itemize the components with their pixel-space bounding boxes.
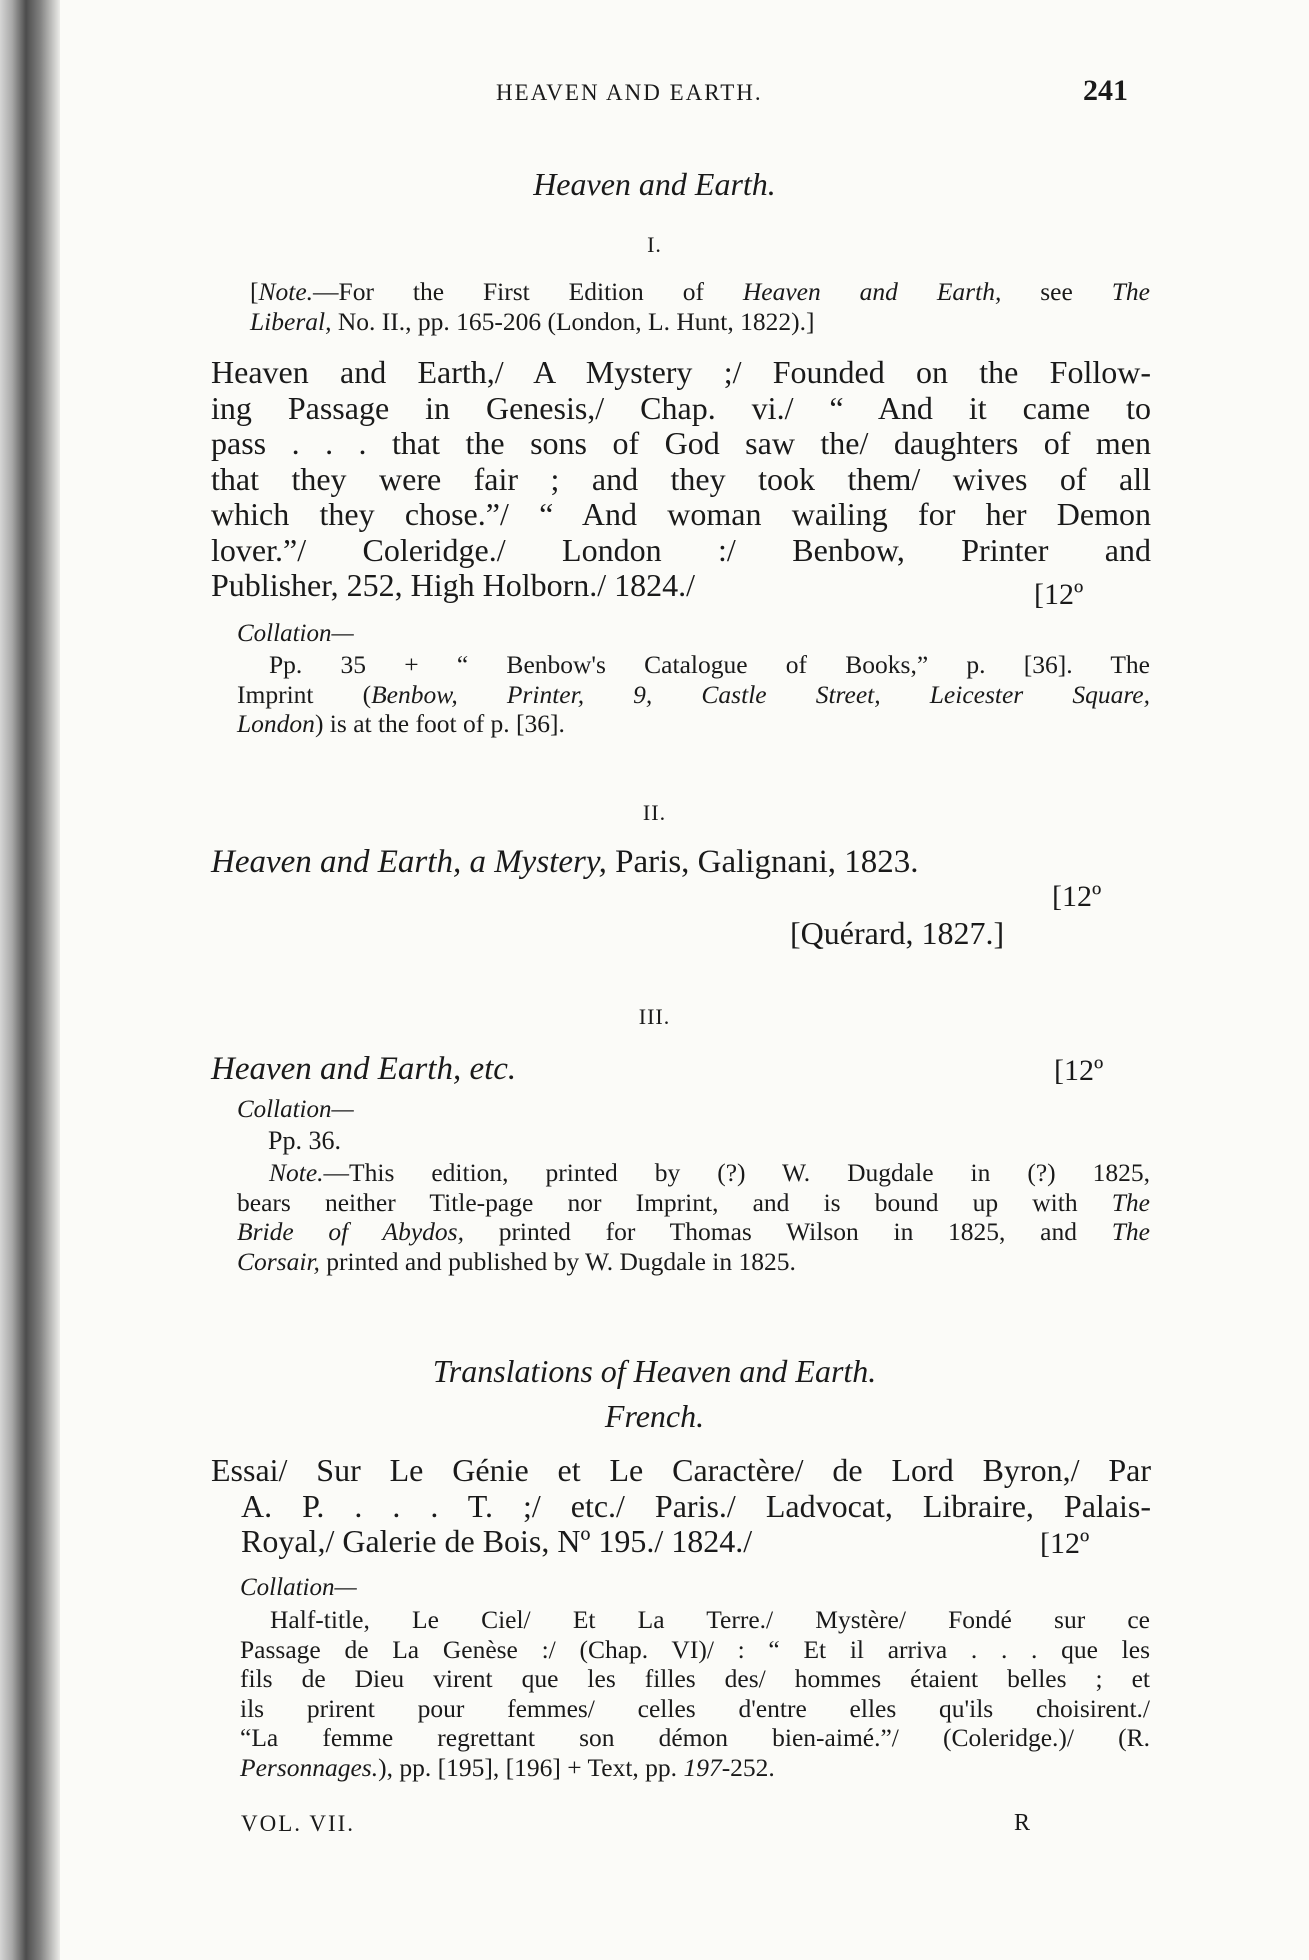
collation-text: [237, 650, 1150, 739]
collation-line: “La femme regrettant son démon bien-aimé.”/ (Coleridge.)/ (R.: [240, 1723, 1150, 1752]
note-line: Note.—This edition, printed by (?) W. Dugdale in (?) 1825,: [269, 1158, 1150, 1187]
editorial-note: [250, 277, 1150, 336]
entry-line: ing Passage in Genesis,/ Chap. vi./ “ And it came to: [211, 389, 1151, 426]
note-line: [Note.—For the First Edition of Heaven and Earth, see The: [250, 277, 1150, 306]
entry-line: pass . . . that the sons of God saw the/ daughters of men: [211, 425, 1151, 461]
pages: Pp. 36.: [268, 1126, 341, 1155]
format-mark: [12º: [1040, 1527, 1090, 1560]
note-line: Liberal, No. II., pp. 165-206 (London, L. Hunt, 1822).]: [250, 306, 815, 336]
entry-line: lover.”/ Coleridge./ London :/ Benbow, Printer and: [211, 531, 1151, 568]
editorial-note: [237, 1158, 1150, 1276]
entry-line: A. P. . . . T. ;/ etc./ Paris./ Ladvocat, Libraire, Palais-: [241, 1487, 1151, 1524]
section-numeral: III.: [638, 1004, 671, 1029]
entry-line: Heaven and Earth,/ A Mystery ;/ Founded on the Follow-: [211, 354, 1151, 390]
collation-text: [240, 1605, 1150, 1782]
entry-line: Essai/ Sur Le Génie et Le Caractère/ de Lord Byron,/ Par: [211, 1452, 1151, 1488]
format-mark: [12º: [1052, 880, 1102, 913]
note-line: Corsair, printed and published by W. Dugdale in 1825.: [237, 1246, 796, 1276]
format-mark: [12º: [1034, 578, 1084, 611]
collation-line: Pp. 35 + “ Benbow's Catalogue of Books,” p. [36]. The: [269, 650, 1150, 679]
section-subtitle: French.: [604, 1398, 705, 1434]
entry-title: Heaven and Earth, a Mystery, Paris, Galignani, 1823.: [211, 844, 919, 880]
note-line: bears neither Title-page nor Imprint, and is bound up with The: [237, 1187, 1150, 1217]
collation-line: fils de Dieu virent que les filles des/ hommes étaient belles ; et: [240, 1664, 1150, 1693]
collation-label: Collation—: [240, 1574, 357, 1601]
reference: [Quérard, 1827.]: [790, 915, 1005, 951]
section-title: Translations of Heaven and Earth.: [432, 1353, 877, 1389]
collation-label: Collation—: [237, 620, 354, 647]
bibliographic-entry: [211, 355, 1151, 604]
section-numeral: II.: [642, 800, 667, 825]
entry-title: Heaven and Earth, etc.: [211, 1051, 517, 1087]
collation-label: Collation—: [237, 1096, 354, 1123]
collation-line: ils prirent pour femmes/ celles d'entre elles qu'ils choisirent./: [240, 1693, 1150, 1723]
entry-line: which they chose.”/ “ And woman wailing for her Demon: [211, 496, 1151, 532]
signature-mark: R: [1014, 1810, 1031, 1836]
collation-line: Imprint (Benbow, Printer, 9, Castle Street, Leicester Square,: [237, 679, 1150, 709]
entry-line: Publisher, 252, High Holborn./ 1824./: [211, 567, 696, 603]
bibliographic-entry: [211, 1453, 1151, 1560]
entry-line: that they were fair ; and they took them/ wives of all: [211, 460, 1151, 497]
collation-line: Personnages.), pp. [195], [196] + Text, pp. 197-252.: [240, 1752, 775, 1782]
running-head: HEAVEN AND EARTH.: [496, 80, 763, 105]
format-mark: [12º: [1054, 1054, 1104, 1087]
volume-mark: VOL. VII.: [241, 1811, 356, 1836]
section-title: Heaven and Earth.: [533, 166, 776, 202]
entry-line: Royal,/ Galerie de Bois, Nº 195./ 1824./: [241, 1523, 753, 1559]
section-numeral: I.: [647, 232, 662, 257]
note-line: Bride of Abydos, printed for Thomas Wilson in 1825, and The: [237, 1217, 1150, 1246]
collation-line: Passage de La Genèse :/ (Chap. VI)/ : “ Et il arriva . . . que les: [240, 1634, 1150, 1664]
collation-line: Half-title, Le Ciel/ Et La Terre./ Mystère/ Fondé sur ce: [270, 1605, 1150, 1634]
collation-line: London) is at the foot of p. [36].: [237, 709, 565, 738]
page-number: 241: [1083, 74, 1128, 107]
